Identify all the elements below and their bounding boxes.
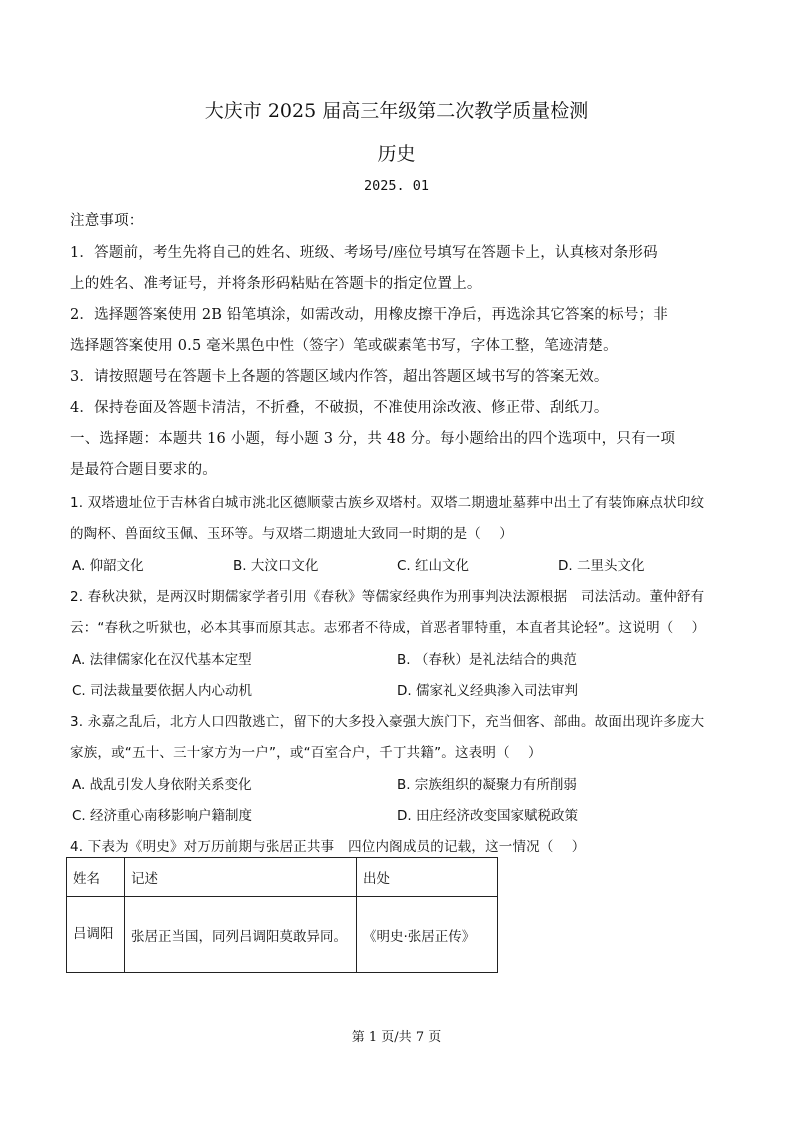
question-stem: 4. 下表为《明史》对万历前期与张居正共事 四位内阁成员的记载，这一情况（ ） xyxy=(70,839,586,855)
question-stem: 1. 双塔遗址位于吉林省白城市洮北区德顺蒙古族乡双塔村。双塔二期遗址墓葬中出土了有装饰麻点状印纹 xyxy=(70,495,705,511)
question-stem: 云：“春秋之听狱也，必本其事而原其志。志邪者不待成，首恶者罪特重，本直者其论轻”。这说明（ ） xyxy=(70,620,706,636)
option-a: A. 战乱引发人身依附关系变化 xyxy=(72,777,252,793)
table-header-cell: 出处 xyxy=(357,858,498,897)
table-header-cell: 姓名 xyxy=(67,858,125,897)
option-d: D. 二里头文化 xyxy=(558,558,645,574)
table-cell-name: 吕调阳 xyxy=(67,897,125,973)
section-heading: 一、选择题：本题共 16 小题，每小题 3 分，共 48 分。每小题给出的四个选项中，只有一项 xyxy=(70,431,676,447)
table-row xyxy=(67,897,498,973)
option-c: C. 经济重心南移影响户籍制度 xyxy=(72,808,253,824)
notice-line: 1．答题前，考生先将自己的姓名、班级、考场号/座位号填写在答题卡上，认真核对条形码 xyxy=(70,245,658,261)
table-header-row xyxy=(67,858,498,897)
option-b: B. 大汶口文化 xyxy=(233,558,319,574)
option-a: A. 法律儒家化在汉代基本定型 xyxy=(72,652,252,668)
question-stem: 2. 春秋决狱，是两汉时期儒家学者引用《春秋》等儒家经典作为刑事判决法源根据 司法活动。董仲舒有 xyxy=(70,589,705,605)
option-b: B. （春秋）是礼法结合的典范 xyxy=(397,652,577,668)
records-table xyxy=(66,857,498,973)
option-c: C. 红山文化 xyxy=(397,558,470,574)
option-a: A. 仰韶文化 xyxy=(72,558,144,574)
question-stem: 家族，或“五十、三十家方为一户”，或“百室合户，千丁共籍”。这表明（ ） xyxy=(70,745,542,761)
option-d: D. 田庄经济改变国家赋税政策 xyxy=(397,808,578,824)
table-cell-source: 《明史·张居正传》 xyxy=(357,897,498,973)
subject-title: 历史 xyxy=(377,143,416,165)
question-stem: 3. 永嘉之乱后，北方人口四散逃亡，留下的大多投入豪强大族门下，充当佃客、部曲。故面出现许多庞大 xyxy=(70,714,705,730)
option-d: D. 儒家礼义经典渗入司法审判 xyxy=(397,683,578,699)
notice-line: 2．选择题答案使用 2B 铅笔填涂，如需改动，用橡皮擦干净后，再选涂其它答案的标号；非 xyxy=(70,307,668,323)
notice-heading: 注意事项： xyxy=(70,213,144,229)
notice-line: 3．请按照题号在答题卡上各题的答题区域内作答，超出答题区域书写的答案无效。 xyxy=(70,369,609,385)
table-header-cell: 记述 xyxy=(125,858,357,897)
notice-line: 上的姓名、准考证号，并将条形码粘贴在答题卡的指定位置上。 xyxy=(70,276,482,292)
notice-line: 选择题答案使用 0.5 毫米黑色中性（签字）笔或碳素笔书写，字体工整，笔迹清楚。 xyxy=(70,338,618,354)
question-stem: 的陶杯、兽面纹玉佩、玉环等。与双塔二期遗址大致同一时期的是（ ） xyxy=(70,526,513,542)
page-number: 第 1 页/共 7 页 xyxy=(351,1030,442,1045)
option-b: B. 宗族组织的凝聚力有所削弱 xyxy=(397,777,577,793)
exam-date: 2025. 01 xyxy=(363,178,430,194)
table-cell-record: 张居正当国，同列吕调阳莫敢异同。 xyxy=(125,897,357,973)
section-heading: 是最符合题目要求的。 xyxy=(70,462,217,478)
exam-title: 大庆市 2025 届高三年级第二次教学质量检测 xyxy=(204,100,589,122)
option-c: C. 司法裁量要依据人内心动机 xyxy=(72,683,253,699)
notice-line: 4．保持卷面及答题卡清洁，不折叠，不破损，不准使用涂改液、修正带、刮纸刀。 xyxy=(70,400,609,416)
